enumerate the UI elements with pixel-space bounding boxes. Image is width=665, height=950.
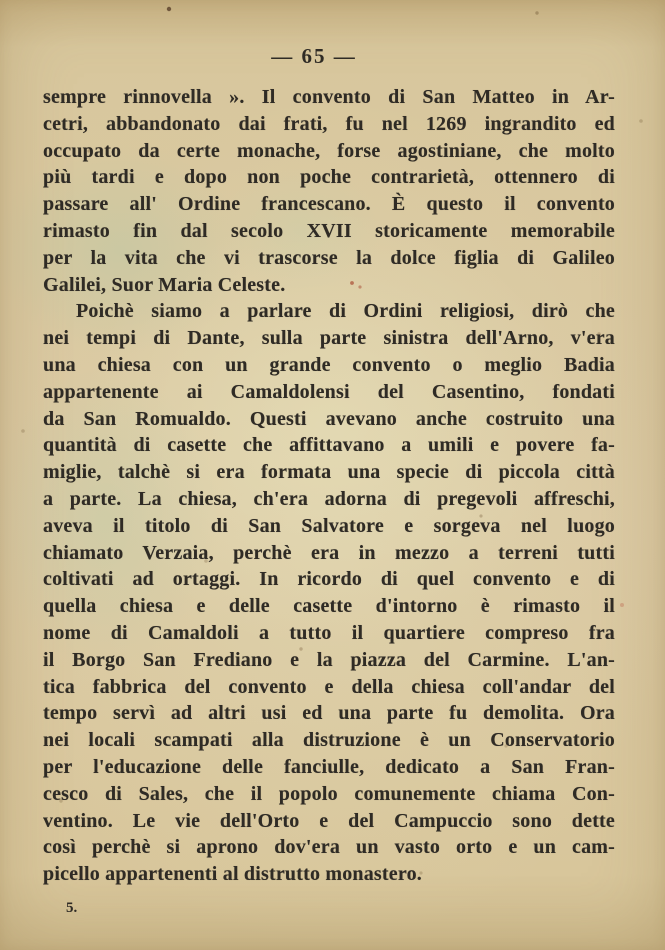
- text-line: picello appartenenti al distrutto monastero.: [43, 863, 422, 886]
- text-line: per la vita che vi trascorse la dolce figlia di Galileo: [43, 246, 615, 269]
- text-line: quella chiesa e delle casette d'intorno è rimasto il: [43, 595, 615, 618]
- text-line: rimasto fin dal secolo XVII storicamente memorabile: [43, 219, 615, 242]
- text-line: nei tempi di Dante, sulla parte sinistra dell'Arno, v'era: [43, 327, 615, 350]
- text-line: più tardi e dopo non poche contrarietà, ottennero di: [43, 166, 615, 189]
- text-line: Galilei, Suor Maria Celeste.: [43, 273, 286, 296]
- page-text: [43, 84, 615, 888]
- text-line: aveva il titolo di San Salvatore e sorgeva nel luogo: [43, 514, 615, 537]
- foxing-spots: [0, 0, 2, 2]
- text-line: Poichè siamo a parlare di Ordini religiosi, dirò che: [76, 300, 615, 323]
- text-line: chiamato Verzaia, perchè era in mezzo a terreni tutti: [43, 541, 615, 564]
- text-line: per l'educazione delle fanciulle, dedicato a San Fran-: [43, 755, 615, 778]
- text-line: passare all' Ordine francescano. È questo il convento: [43, 193, 615, 216]
- text-line: cetri, abbandonato dai frati, fu nel 1269 ingrandito ed: [43, 112, 615, 135]
- text-line: da San Romualdo. Questi avevano anche costruito una: [43, 407, 615, 430]
- text-line: a parte. La chiesa, ch'era adorna di pregevoli affreschi,: [43, 487, 615, 510]
- text-line: cesco di Sales, che il popolo comunemente chiama Con-: [43, 782, 615, 805]
- text-line: così perchè si aprono dov'era un vasto orto e un cam-: [43, 836, 615, 859]
- text-line: nei locali scampati alla distruzione è un Conservatorio: [43, 729, 615, 752]
- text-line: una chiesa con un grande convento o meglio Badia: [43, 353, 615, 376]
- text-line: quantità di casette che affittavano a umili e povere fa-: [43, 434, 615, 457]
- page-number: — 65 —: [271, 44, 357, 68]
- signature-mark: 5.: [66, 900, 78, 916]
- text-line: il Borgo San Frediano e la piazza del Carmine. L'an-: [43, 648, 615, 671]
- text-line: ventino. Le vie dell'Orto e del Campuccio sono dette: [43, 809, 615, 832]
- text-line: miglie, talchè si era formata una specie di piccola città: [43, 461, 615, 484]
- text-line: tica fabbrica del convento e della chiesa coll'andar del: [43, 675, 615, 698]
- text-line: tempo servì ad altri usi ed una parte fu demolita. Ora: [43, 702, 615, 725]
- text-line: sempre rinnovella ». Il convento di San Matteo in Ar-: [43, 86, 615, 108]
- text-line: appartenente ai Camaldolensi del Casentino, fondati: [43, 380, 615, 403]
- text-line: nome di Camaldoli a tutto il quartiere compreso fra: [43, 621, 615, 644]
- text-line: coltivati ad ortaggi. In ricordo di quel convento e di: [43, 568, 615, 591]
- text-line: occupato da certe monache, forse agostiniane, che molto: [43, 139, 615, 162]
